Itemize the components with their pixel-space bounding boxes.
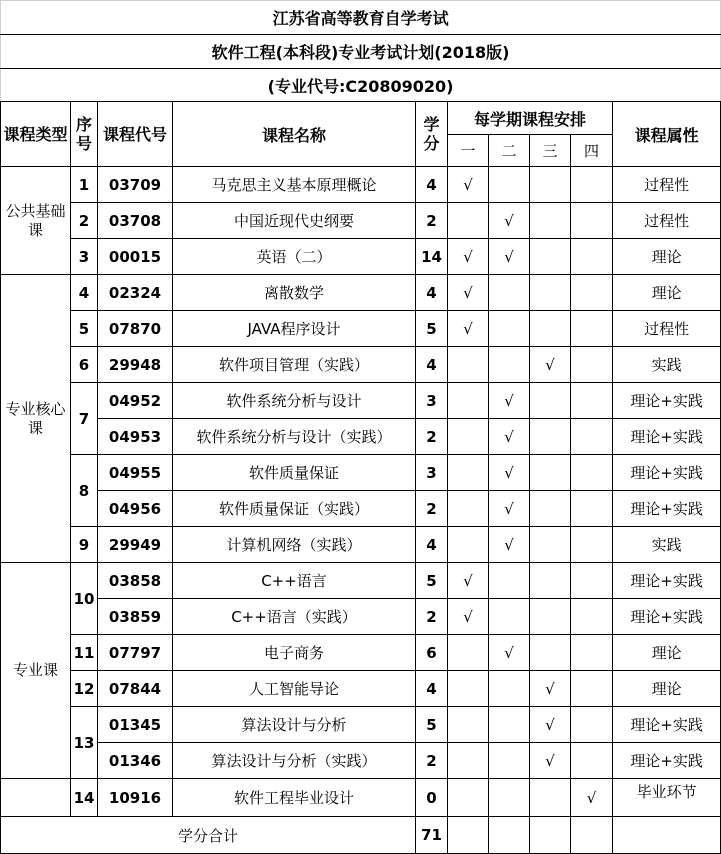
major-code: (专业代号:C20809020) [1, 69, 721, 102]
name-cell: 英语（二） [173, 239, 416, 275]
col-name: 课程名称 [173, 102, 416, 167]
check-mark: √ [571, 779, 613, 817]
attr-cell: 理论+实践 [613, 455, 721, 491]
total-empty-cell [613, 817, 721, 854]
total-empty-cell [571, 817, 613, 854]
check-mark: √ [489, 635, 530, 671]
sem-cell [448, 455, 489, 491]
seq-cell: 4 [71, 275, 98, 311]
name-cell: C++语言 [173, 563, 416, 599]
credit-cell: 6 [416, 635, 448, 671]
sem-cell [489, 563, 530, 599]
check-mark: √ [489, 527, 530, 563]
check-mark: √ [448, 167, 489, 203]
plan-title: 江苏省高等教育自学考试 [1, 1, 721, 35]
attr-cell: 理论+实践 [613, 491, 721, 527]
attr-cell: 实践 [613, 347, 721, 383]
check-mark: √ [530, 707, 571, 743]
attr-cell: 过程性 [613, 167, 721, 203]
table-row [1, 167, 721, 203]
name-cell: 软件质量保证 [173, 455, 416, 491]
code-cell: 04955 [98, 455, 173, 491]
code-cell: 03708 [98, 203, 173, 239]
name-cell: JAVA程序设计 [173, 311, 416, 347]
name-cell: C++语言（实践） [173, 599, 416, 635]
attr-cell: 过程性 [613, 203, 721, 239]
name-cell: 算法设计与分析 [173, 707, 416, 743]
category-cell: 专业课 [1, 563, 71, 779]
col-code: 课程代号 [98, 102, 173, 167]
attr-cell: 理论 [613, 635, 721, 671]
table-row [1, 239, 721, 275]
col-credit: 学分 [416, 102, 448, 167]
table-row [1, 743, 721, 779]
code-cell: 29948 [98, 347, 173, 383]
sem-cell [530, 455, 571, 491]
sem-cell [448, 635, 489, 671]
sem-cell [530, 275, 571, 311]
name-cell: 中国近现代史纲要 [173, 203, 416, 239]
code-cell: 07797 [98, 635, 173, 671]
seq-cell: 13 [71, 707, 98, 779]
sem-cell [448, 419, 489, 455]
sem-cell [489, 311, 530, 347]
table-row [1, 599, 721, 635]
check-mark: √ [489, 383, 530, 419]
seq-cell: 1 [71, 167, 98, 203]
code-cell: 04952 [98, 383, 173, 419]
attr-cell: 理论+实践 [613, 743, 721, 779]
sem-cell [571, 707, 613, 743]
attr-cell: 实践 [613, 527, 721, 563]
name-cell: 马克思主义基本原理概论 [173, 167, 416, 203]
seq-cell: 8 [71, 455, 98, 527]
check-mark: √ [489, 491, 530, 527]
total-value: 71 [416, 817, 448, 854]
check-mark: √ [448, 599, 489, 635]
name-cell: 电子商务 [173, 635, 416, 671]
sem-cell [489, 671, 530, 707]
table-row [1, 275, 721, 311]
sem-cell [448, 383, 489, 419]
col-sem4: 四 [571, 135, 613, 167]
name-cell: 计算机网络（实践） [173, 527, 416, 563]
check-mark: √ [489, 455, 530, 491]
sem-cell [571, 599, 613, 635]
sem-cell [448, 203, 489, 239]
sem-cell [571, 311, 613, 347]
sem-cell [448, 347, 489, 383]
seq-cell: 5 [71, 311, 98, 347]
credit-cell: 2 [416, 743, 448, 779]
credit-cell: 3 [416, 383, 448, 419]
sem-cell [489, 743, 530, 779]
table-row [1, 527, 721, 563]
sem-cell [571, 239, 613, 275]
sem-cell [448, 743, 489, 779]
attr-cell: 理论+实践 [613, 599, 721, 635]
sem-cell [571, 203, 613, 239]
category-cell: 专业核心课 [1, 275, 71, 563]
sem-cell [530, 419, 571, 455]
attr-cell: 理论+实践 [613, 383, 721, 419]
sem-cell [448, 491, 489, 527]
seq-cell: 3 [71, 239, 98, 275]
name-cell: 算法设计与分析（实践） [173, 743, 416, 779]
name-cell: 软件工程毕业设计 [173, 779, 416, 817]
code-cell: 03709 [98, 167, 173, 203]
sem-cell [571, 743, 613, 779]
credit-cell: 4 [416, 527, 448, 563]
table-row [1, 347, 721, 383]
credit-cell: 2 [416, 203, 448, 239]
check-mark: √ [530, 743, 571, 779]
sem-cell [489, 779, 530, 817]
sem-cell [530, 635, 571, 671]
code-cell: 04956 [98, 491, 173, 527]
credit-cell: 3 [416, 455, 448, 491]
check-mark: √ [448, 275, 489, 311]
credit-cell: 0 [416, 779, 448, 817]
col-sem2: 二 [489, 135, 530, 167]
code-cell: 10916 [98, 779, 173, 817]
code-cell: 07870 [98, 311, 173, 347]
code-cell: 03858 [98, 563, 173, 599]
sem-cell [530, 779, 571, 817]
sem-cell [530, 563, 571, 599]
total-empty-cell [489, 817, 530, 854]
sem-cell [489, 707, 530, 743]
name-cell: 软件系统分析与设计（实践） [173, 419, 416, 455]
name-cell: 离散数学 [173, 275, 416, 311]
attr-cell: 过程性 [613, 311, 721, 347]
seq-cell: 10 [71, 563, 98, 635]
check-mark: √ [489, 203, 530, 239]
credit-cell: 4 [416, 671, 448, 707]
attr-cell: 理论+实践 [613, 419, 721, 455]
sem-cell [571, 275, 613, 311]
sem-cell [571, 635, 613, 671]
sem-cell [530, 311, 571, 347]
sem-cell [530, 203, 571, 239]
credit-cell: 4 [416, 275, 448, 311]
credit-cell: 2 [416, 491, 448, 527]
table-row [1, 563, 721, 599]
seq-cell: 9 [71, 527, 98, 563]
seq-cell: 12 [71, 671, 98, 707]
table-row [1, 779, 721, 817]
seq-cell: 14 [71, 779, 98, 817]
plan-subtitle: 软件工程(本科段)专业考试计划(2018版) [1, 35, 721, 69]
table-row [1, 419, 721, 455]
sem-cell [489, 275, 530, 311]
attr-cell: 理论+实践 [613, 563, 721, 599]
check-mark: √ [448, 311, 489, 347]
sem-cell [571, 527, 613, 563]
attr-cell: 理论 [613, 239, 721, 275]
credit-cell: 14 [416, 239, 448, 275]
sem-cell [489, 599, 530, 635]
total-empty-cell [448, 817, 489, 854]
seq-cell: 6 [71, 347, 98, 383]
code-cell: 29949 [98, 527, 173, 563]
credit-cell: 4 [416, 167, 448, 203]
check-mark: √ [448, 239, 489, 275]
sem-cell [530, 491, 571, 527]
table-row [1, 491, 721, 527]
table-row [1, 707, 721, 743]
seq-cell: 2 [71, 203, 98, 239]
total-label: 学分合计 [1, 817, 416, 854]
sem-cell [530, 239, 571, 275]
credit-cell: 2 [416, 419, 448, 455]
col-category: 课程类型 [1, 102, 71, 167]
seq-cell: 7 [71, 383, 98, 455]
name-cell: 软件项目管理（实践） [173, 347, 416, 383]
check-mark: √ [489, 419, 530, 455]
sem-cell [530, 527, 571, 563]
col-sem1: 一 [448, 135, 489, 167]
sem-cell [448, 527, 489, 563]
credit-cell: 2 [416, 599, 448, 635]
sem-cell [489, 167, 530, 203]
code-cell: 01345 [98, 707, 173, 743]
sem-cell [571, 455, 613, 491]
sem-cell [530, 167, 571, 203]
credit-cell: 5 [416, 311, 448, 347]
table-row [1, 671, 721, 707]
seq-cell: 11 [71, 635, 98, 671]
code-cell: 02324 [98, 275, 173, 311]
name-cell: 软件系统分析与设计 [173, 383, 416, 419]
table-row [1, 383, 721, 419]
table-row [1, 311, 721, 347]
col-schedule: 每学期课程安排 [448, 102, 613, 135]
code-cell: 01346 [98, 743, 173, 779]
table-row [1, 203, 721, 239]
sem-cell [448, 671, 489, 707]
code-cell: 00015 [98, 239, 173, 275]
sem-cell [489, 347, 530, 383]
attr-cell: 毕业环节 [613, 779, 721, 817]
code-cell: 03859 [98, 599, 173, 635]
code-cell: 04953 [98, 419, 173, 455]
sem-cell [571, 167, 613, 203]
col-seq: 序号 [71, 102, 98, 167]
check-mark: √ [448, 563, 489, 599]
check-mark: √ [530, 671, 571, 707]
name-cell: 人工智能导论 [173, 671, 416, 707]
attr-cell: 理论 [613, 671, 721, 707]
credit-cell: 4 [416, 347, 448, 383]
col-attr: 课程属性 [613, 102, 721, 167]
sem-cell [448, 707, 489, 743]
sem-cell [571, 671, 613, 707]
table-row [1, 455, 721, 491]
category-cell: 公共基础课 [1, 167, 71, 275]
total-empty-cell [530, 817, 571, 854]
check-mark: √ [489, 239, 530, 275]
sem-cell [571, 347, 613, 383]
sem-cell [571, 491, 613, 527]
col-sem3: 三 [530, 135, 571, 167]
category-cell-empty [1, 779, 71, 817]
sem-cell [530, 599, 571, 635]
credit-cell: 5 [416, 563, 448, 599]
sem-cell [571, 383, 613, 419]
attr-cell: 理论+实践 [613, 707, 721, 743]
sem-cell [571, 563, 613, 599]
sem-cell [571, 419, 613, 455]
check-mark: √ [530, 347, 571, 383]
sem-cell [530, 383, 571, 419]
table-row [1, 635, 721, 671]
name-cell: 软件质量保证（实践） [173, 491, 416, 527]
sem-cell [448, 779, 489, 817]
attr-cell: 理论 [613, 275, 721, 311]
total-row [1, 817, 721, 854]
code-cell: 07844 [98, 671, 173, 707]
credit-cell: 5 [416, 707, 448, 743]
